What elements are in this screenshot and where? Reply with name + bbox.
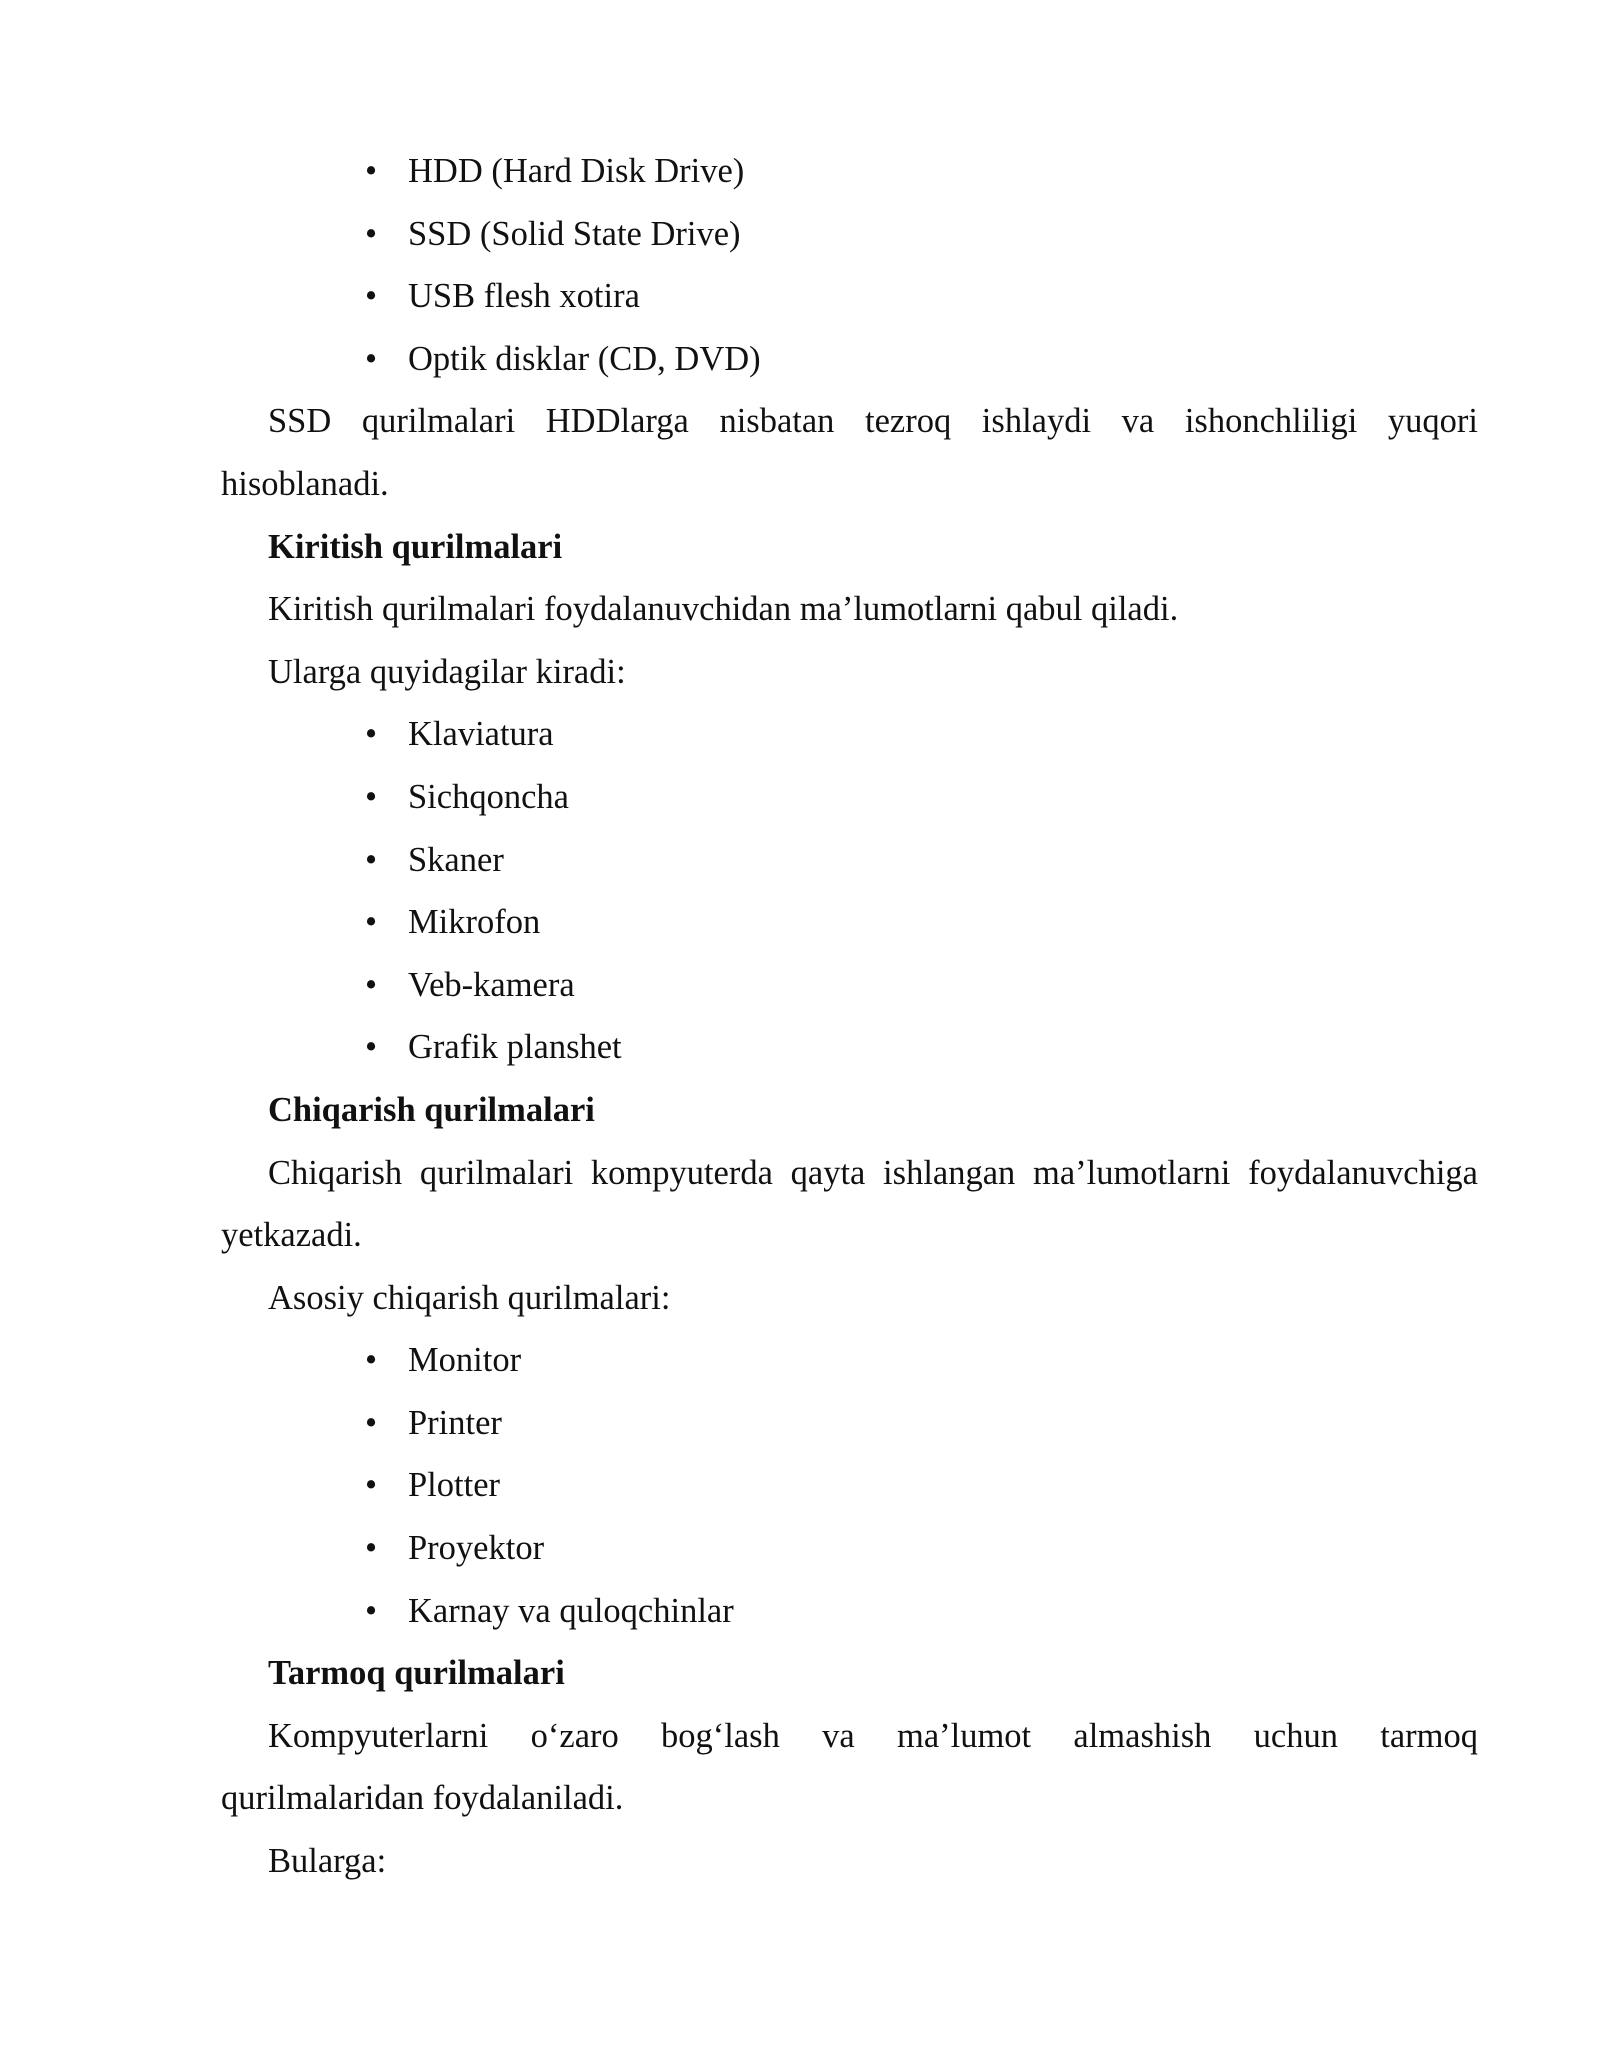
bullet-icon: • <box>364 1341 378 1380</box>
bullet-icon: • <box>364 339 378 378</box>
output-devices-paragraph-line-1: Chiqarish qurilmalari kompyuterda qayta ishlangan ma’lumotlarni foydalanuvchiga <box>268 1153 1478 1192</box>
ssd-paragraph-line-1: SSD qurilmalari HDDlarga nisbatan tezroq ishlaydi va ishonchliligi yuqori <box>268 402 1478 441</box>
list-item: • Skaner <box>221 829 1478 892</box>
list-item: • USB flesh xotira <box>221 265 1478 328</box>
list-item: • Mikrofon <box>221 891 1478 954</box>
list-item: • Printer <box>221 1392 1478 1455</box>
bullet-icon: • <box>364 715 378 754</box>
bullet-icon: • <box>364 1466 378 1505</box>
list-item: • Plotter <box>221 1454 1478 1517</box>
output-device-list <box>221 1329 1478 1642</box>
output-devices-paragraph-line-2: yetkazadi. <box>221 1216 362 1255</box>
network-devices-intro: Bularga: <box>268 1842 387 1881</box>
list-item: • Veb-kamera <box>221 954 1478 1017</box>
network-devices-paragraph-line-2: qurilmalaridan foydalaniladi. <box>221 1779 624 1818</box>
list-item: • Optik disklar (CD, DVD) <box>221 328 1478 391</box>
input-devices-paragraph: Kiritish qurilmalari foydalanuvchidan ma’lumotlarni qabul qiladi. <box>268 590 1179 629</box>
output-devices-intro: Asosiy chiqarish qurilmalari: <box>268 1278 671 1317</box>
input-devices-intro: Ularga quyidagilar kiradi: <box>268 652 626 691</box>
input-devices-heading: Kiritish qurilmalari <box>268 527 563 566</box>
bullet-icon: • <box>364 1529 378 1568</box>
bullet-icon: • <box>364 840 378 879</box>
network-devices-heading: Tarmoq qurilmalari <box>268 1654 565 1693</box>
bullet-icon: • <box>364 965 378 1004</box>
list-item: • Sichqoncha <box>221 766 1478 829</box>
bullet-icon: • <box>364 214 378 253</box>
list-item: • Klaviatura <box>221 703 1478 766</box>
input-device-list <box>221 703 1478 1079</box>
bullet-icon: • <box>364 777 378 816</box>
bullet-icon: • <box>364 903 378 942</box>
ssd-paragraph-line-2: hisoblanadi. <box>221 464 389 503</box>
bullet-icon: • <box>364 1028 378 1067</box>
list-item: • Grafik planshet <box>221 1016 1478 1079</box>
storage-device-list <box>221 140 1478 390</box>
bullet-icon: • <box>364 1591 378 1630</box>
list-item: • HDD (Hard Disk Drive) <box>221 140 1478 203</box>
bullet-icon: • <box>364 152 378 190</box>
document-page <box>221 140 1478 1893</box>
network-devices-paragraph-line-1: Kompyuterlarni o‘zaro bog‘lash va ma’lumot almashish uchun tarmoq <box>268 1716 1478 1755</box>
bullet-icon: • <box>364 1403 378 1442</box>
list-item: • SSD (Solid State Drive) <box>221 203 1478 266</box>
bullet-icon: • <box>364 277 378 316</box>
list-item: • Proyektor <box>221 1517 1478 1580</box>
list-item: • Monitor <box>221 1329 1478 1392</box>
list-item: • Karnay va quloqchinlar <box>221 1580 1478 1643</box>
output-devices-heading: Chiqarish qurilmalari <box>268 1090 595 1129</box>
